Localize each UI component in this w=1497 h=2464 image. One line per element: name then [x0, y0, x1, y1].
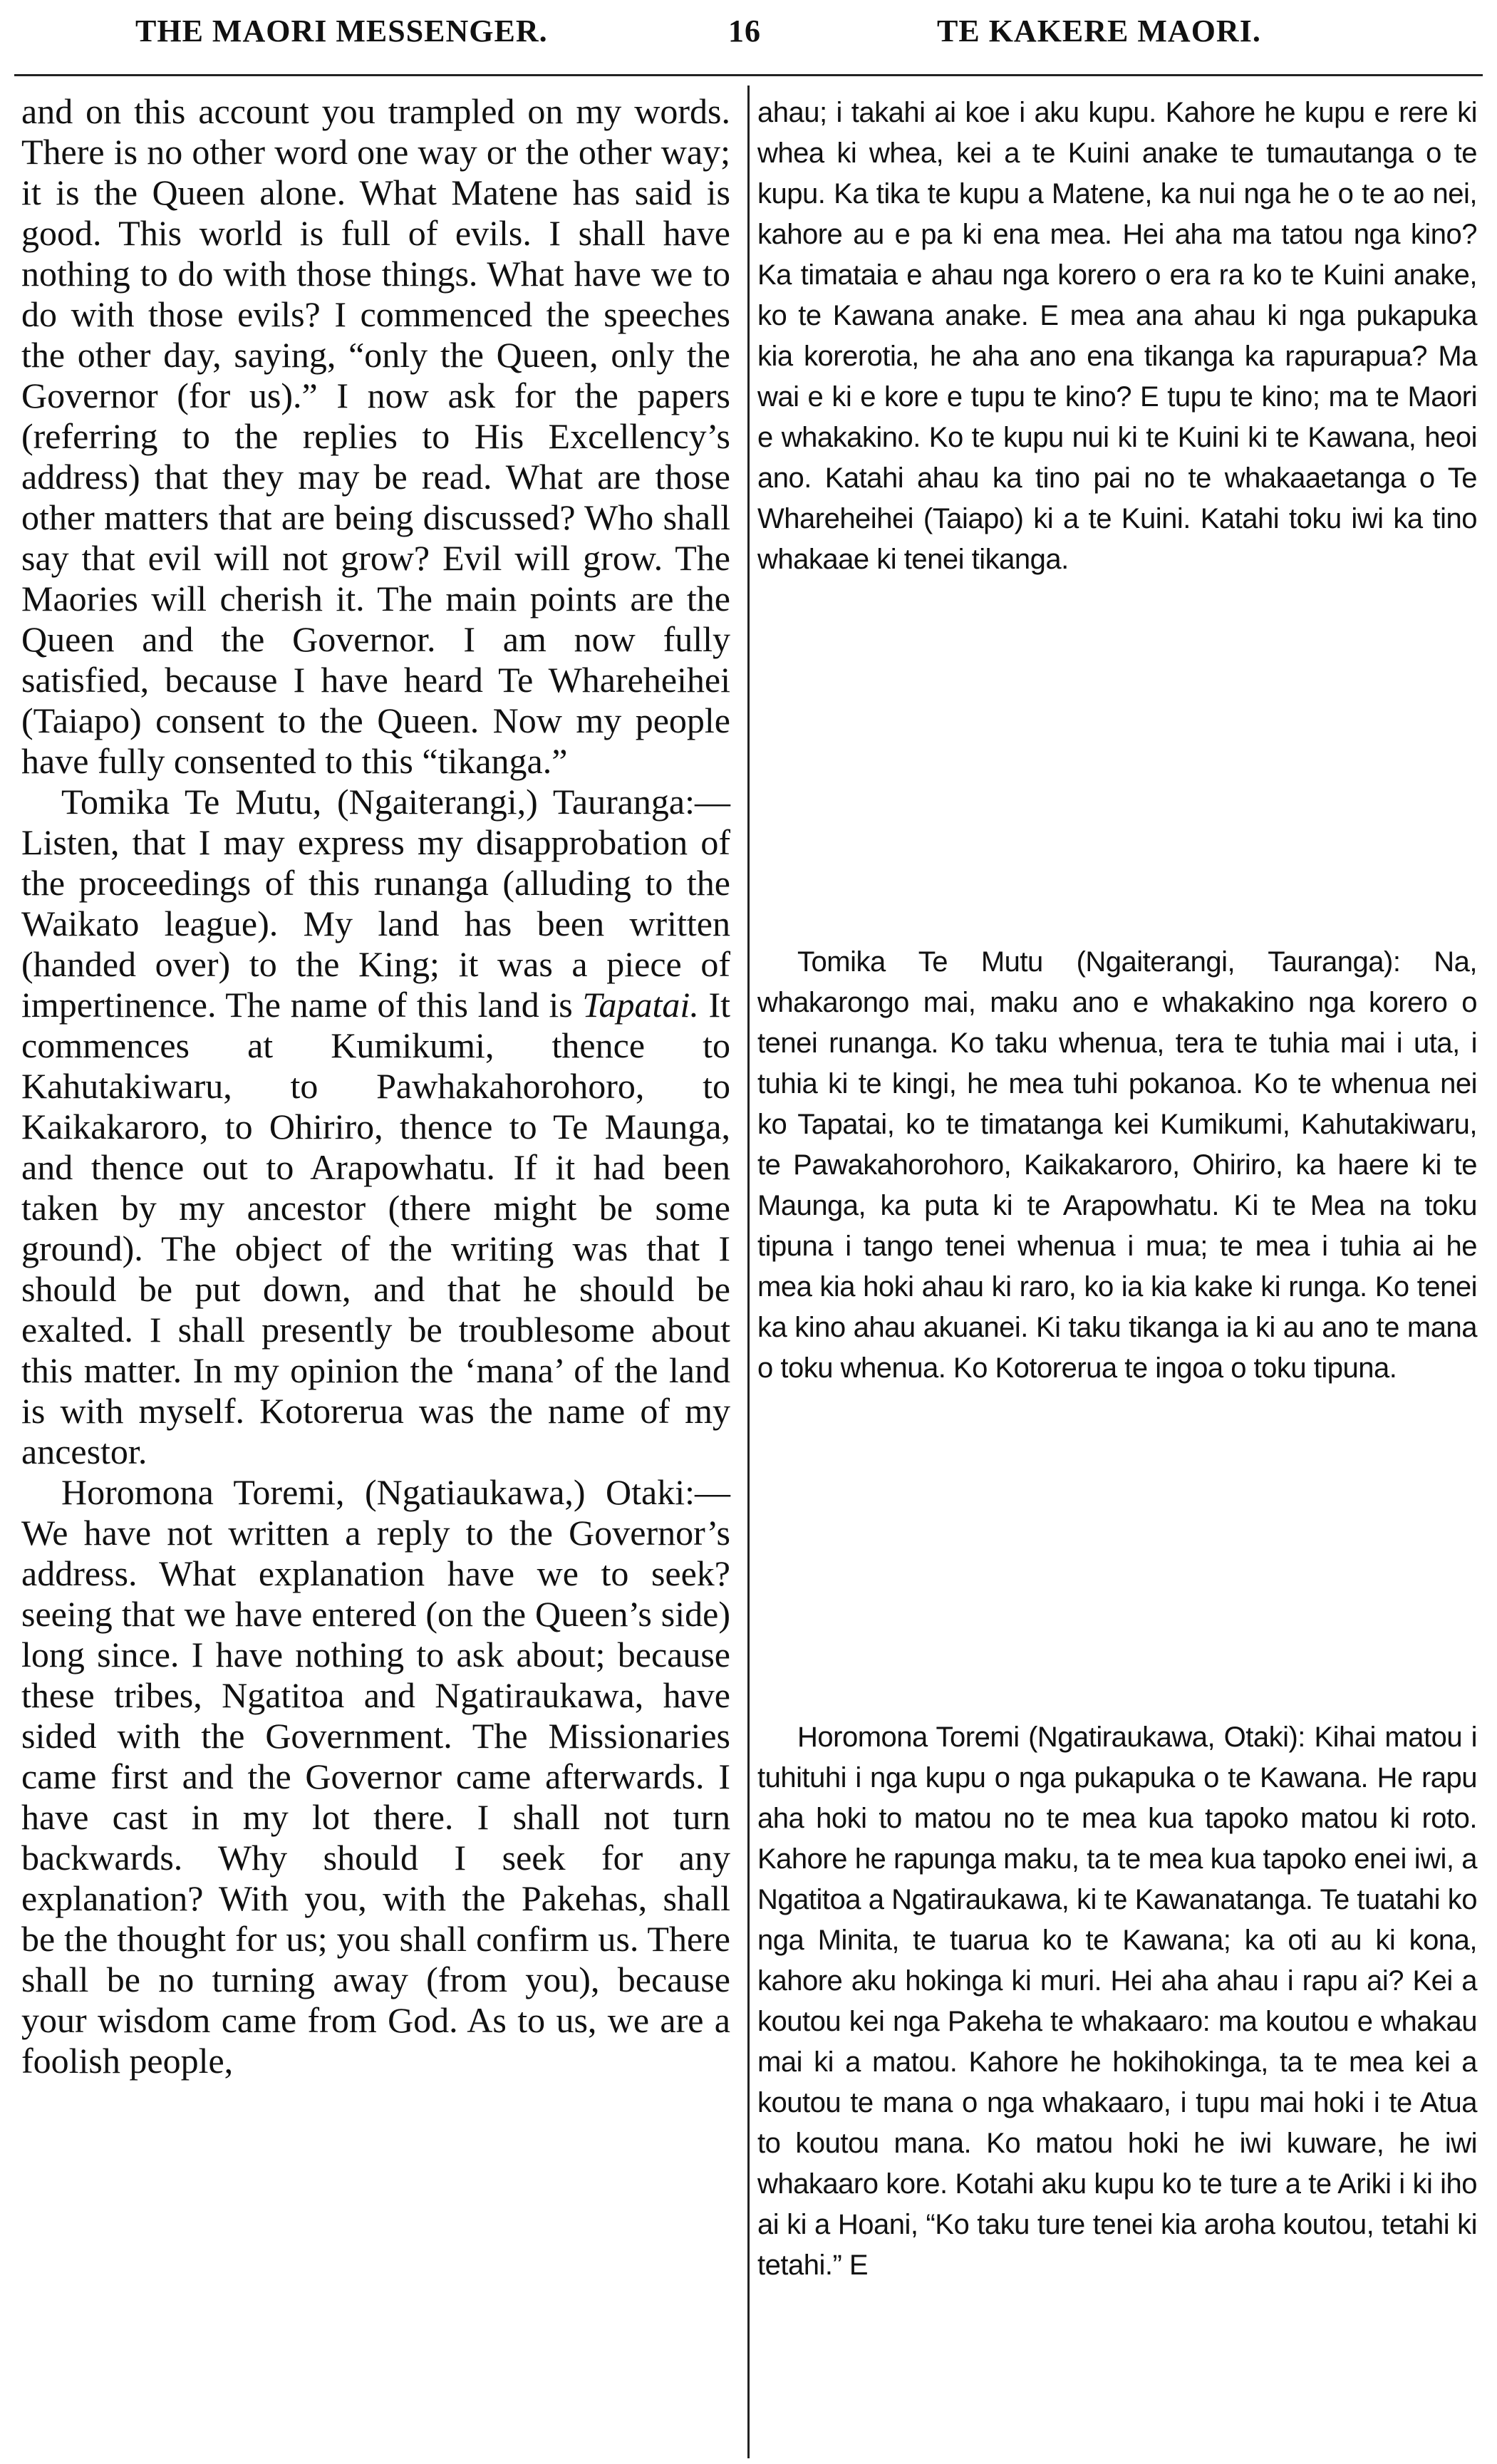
maori-column-block-2	[757, 942, 1477, 1389]
maori-paragraph-3: Horomona Toremi (Ngatiraukawa, Otaki): Kihai matou i tuhituhi i nga kupu o nga pukapuka o te Kawana. He rapu aha hoki to matou no te mea kua tapoko matou ki roto. Kahore he rapunga maku, ta te mea kua tapoko enei iwi, a Ngatitoa a Ngatiraukawa, ki te Kawanatanga. Te tuatahi ko nga Minita, te tuarua ko te Kawana; ka oti au ki kona, kahore aku hokinga ki muri. Hei aha ahau i rapu ai? Kei a koutou kei nga Pakeha te whakaaro: ma koutou e whakau mai ki a matou. Kahore he hokihokinga, ta te mea kei a koutou te mana o nga whakaaro, i tupu mai hoki i te Atua to koutou mana. Ko matou hoki he iwi kuware, he iwi whakaaro kore. Kotahi aku kupu ko te ture a te Ariki i ki iho ai ki a Hoani, “Ko taku ture tenei kia aroha koutou, tetahi ki tetahi.” E	[757, 1722, 1477, 2281]
column-divider	[747, 86, 750, 2458]
land-name-tapatai: Tapatai.	[582, 985, 699, 1025]
page-header	[0, 13, 1497, 63]
maori-paragraph-1: ahau; i takahi ai koe i aku kupu. Kahore he kupu e rere ki whea ki whea, kei a te Kuini anake te tumautanga o te kupu. Ka tika te kupu a Matene, ka nui nga he o te ao nei, kahore au e pa ki ena mea. Hei aha ma tatou nga kino? Ka timataia e ahau nga korero o era ra ko te Kuini anake, ko te Kawana anake. E mea ana ahau ki nga pukapuka kia korerotia, he aha ano ena tikanga ka rapurapua? Ma wai e ki e kore e tupu te kino? E tupu te kino; ma te Maori e whakakino. Ko te kupu nui ki te Kuini ki te Kawana, heoi ano. Katahi ahau ka tino pai no te whakaaetanga o Te Whareheihei (Taiapo) ki a te Kuini. Katahi toku iwi ka tino whakaae ki tenei tikanga.	[757, 97, 1477, 575]
english-paragraph-1: and on this account you trampled on my words. There is no other word one way or the other way; it is the Queen alone. What Matene has said is good. This world is full of evils. I shall have nothing to do with those things. What have we to do with those evils? I commenced the speeches the other day, saying, “only the Queen, only the Governor (for us).” I now ask for the papers (referring to the replies to His Excellency’s address) that they may be read. What are those other matters that are being discussed? Who shall say that evil will not grow? Evil will grow. The Maories will cherish it. The main points are the Queen and the Governor. I am now fully satisfied, because I have heard Te Whareheihei (Taiapo) consent to the Queen. Now my people have fully consented to this “tikanga.”	[21, 91, 730, 781]
english-paragraph-3: Horomona Toremi, (Ngatiaukawa,) Otaki:—We have not written a reply to the Governor’s address. What explanation have we to seek? seeing that we have entered (on the Queen’s side) long since. I have nothing to ask about; because these tribes, Ngatitoa and Ngatiraukawa, have sided with the Government. The Missionaries came first and the Governor came afterwards. I have cast in my lot there. I shall not turn backwards. Why should I seek for any explanation? With you, with the Pakehas, shall be the thought for us; you shall confirm us. There shall be no turning away (from you), because your wisdom came from God. As to us, we are a foolish people,	[21, 1472, 730, 2081]
page-number: 16	[728, 14, 761, 48]
english-paragraph-2-part-a: Tomika Te Mutu, (Ngaiterangi,) Tauranga:—Listen, that I may express my disapprobation of the proceedings of this runanga (alluding to the Waikato league). My land has been written (handed over) to the King; it was a piece of impertinence. The name of this land is	[21, 782, 730, 1025]
maori-paragraph-2: Tomika Te Mutu (Ngaiterangi, Tauranga): Na, whakarongo mai, maku ano e whakakino nga korero o tenei runanga. Ko taku whenua, tera te tuhia mai i uta, i tuhia ki te kingi, he mea tuhi pokanoa. Ko te whenua nei ko Tapatai, ko te timatanga kei Kumikumi, Kahutakiwaru, te Pawakahorohoro, Kaikakaroro, Ohiriro, ka haere ki te Maunga, ka puta ki te Arapowhatu. Ki te Mea na toku tipuna i tango tenei whenua i mua; te mea i tuhia ai he mea kia hoki ahau ki raro, ko ia kia kake ki runga. Ko tenei ka kino ahau akuanei. Ki taku tikanga ia ki au ano te mana o toku whenua. Ko Kotorerua te ingoa o toku tipuna.	[757, 946, 1477, 1384]
english-paragraph-2	[21, 782, 730, 1472]
maori-column-block-3	[757, 1717, 1477, 2286]
english-paragraph-2-part-b: It commences at Kumikumi, thence to Kahutakiwaru, to Pawhakahorohoro, to Kaikakaroro, to Ohiriro, thence to Te Maunga, and thence out to Arapowhatu. If it had been taken by my ancestor (there might be some ground). The object of the writing was that I should be put down, and that he should be exalted. I shall presently be troublesome about this matter. In my opinion the ‘mana’ of the land is with myself. Kotorerua was the name of my ancestor.	[21, 985, 730, 1471]
header-rule	[14, 74, 1483, 76]
maori-column-block-1	[757, 93, 1477, 580]
english-masthead: THE MAORI MESSENGER.	[135, 14, 548, 48]
maori-masthead: TE KAKERE MAORI.	[937, 14, 1261, 48]
english-column	[21, 91, 730, 2081]
